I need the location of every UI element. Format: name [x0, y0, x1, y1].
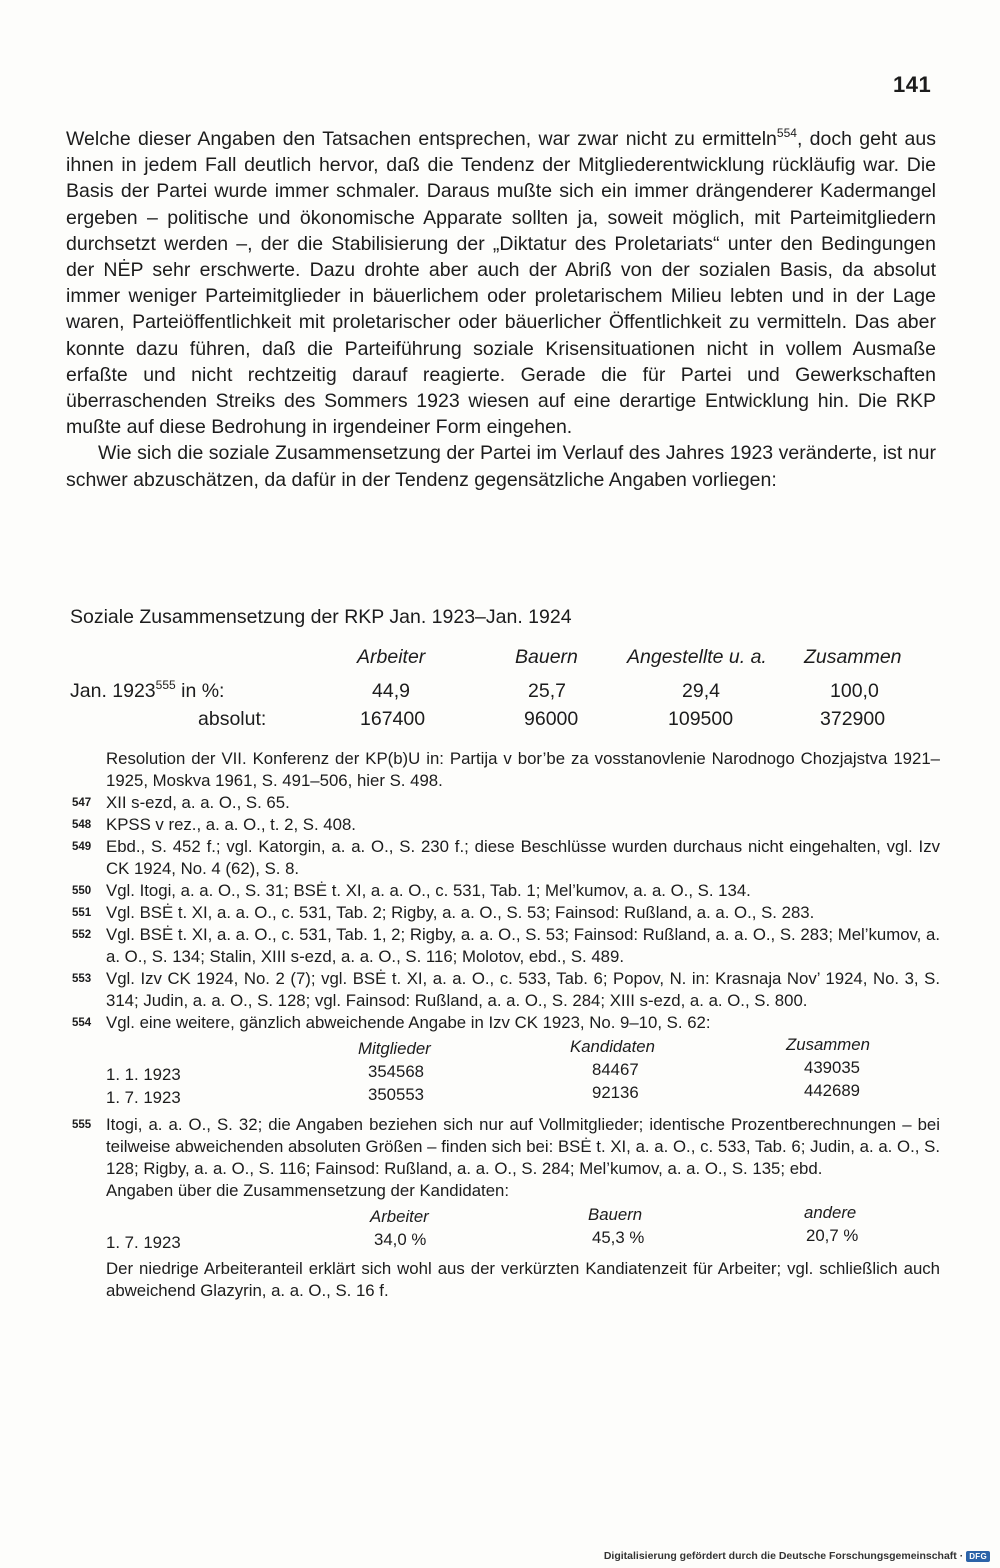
fn555-row-date: 1. 7. 1923: [106, 1233, 181, 1252]
cell-zusammen-absolute: 372900: [820, 708, 886, 730]
fn554-header-zusammen: Zusammen: [786, 1035, 870, 1054]
footnotes: [72, 748, 940, 1302]
fn554-row1-zusammen: 439035: [804, 1058, 860, 1077]
fn555-row-arbeiter: 34,0 %: [374, 1230, 427, 1249]
fn554-row1-kandidaten: 84467: [592, 1060, 639, 1079]
cell-zusammen-percent: 100,0: [830, 680, 879, 702]
column-header-arbeiter: Arbeiter: [357, 646, 426, 668]
footnote-549: 549 Ebd., S. 452 f.; vgl. Katorgin, a. a. O., S. 230 f.; diese Beschlüsse wurden durchaus nicht eingehalten, vgl. Izv CK 1924, No. 4 (62), S. 8.: [72, 837, 940, 878]
footnote-continuation: Resolution der VII. Konferenz der KP(b)U in: Partija v bor’be za vosstanovlenie Narodnogo Chozjajstva 1921–1925, Moskva 1961, S. 491–506, hier S. 498.: [106, 749, 940, 790]
fn554-row1-date: 1. 1. 1923: [106, 1065, 181, 1084]
footnote-550: 550 Vgl. Itogi, a. a. O., S. 31; BSĖ t. XI, a. a. O., c. 531, Tab. 1; Mel’kumov, a. a. O., S. 134.: [72, 881, 751, 900]
fn555-header-bauern: Bauern: [588, 1205, 643, 1224]
fn554-row1-mitglieder: 354568: [368, 1062, 424, 1081]
cell-arbeiter-absolute: 167400: [360, 708, 426, 730]
composition-table: [0, 0, 1000, 730]
footnote-553: 553 Vgl. Izv CK 1924, No. 2 (7); vgl. BSĖ t. XI, a. a. O., c. 533, Tab. 6; Popov, N. in: Krasnaja Nov’ 1924, No. 3, S. 314; Judin, a. a. O., S. 128; vgl. Fainsod: Rußland, a. a. O., S. 284; XIII s-ezd, a. a. O., S. 800.: [72, 969, 940, 1010]
footnote-ref-555[interactable]: 555: [155, 678, 176, 692]
footnote-547: 547 XII s-ezd, a. a. O., S. 65.: [72, 793, 290, 812]
fn554-header-mitglieder: Mitglieder: [358, 1039, 431, 1058]
footnote-551: 551 Vgl. BSĖ t. XI, a. a. O., c. 531, Tab. 2; Rigby, a. a. O., S. 53; Fainsod: Rußland, a. a. O., S. 283.: [72, 903, 815, 922]
dfg-logo[interactable]: DFG: [966, 1551, 990, 1562]
paragraph-1: Welche dieser Angaben den Tatsachen entsprechen, war zwar nicht zu ermitteln$^{554}$, doch geht aus ihnen in jedem Fall deutlich hervor, daß die Tendenz der Mitgliederentwicklung rückläufig war. Die Basis der Partei wurde immer schmaler. Daraus mußte sich ein immer drängenderer Kadermangel ergeben – politische und ökonomische Apparate sollten ja, soweit möglich, mit Parteimitgliedern durchsetzt werden –, der die Stabilisierung der „Diktatur des Proletariats“ unter den Bedingungen der NĖP sehr erschwerte. Dazu drohte aber auch der Abriß von der sozialen Basis, da absolut immer weniger Parteimitglieder in bäuerlichem oder proletarischem Milieu lebten und in der Lage waren, Parteiöffentlichkeit mit proletarischer oder bäuerlicher Öffentlichkeit zu vermitteln. Das aber konnte dazu führen, daß die Parteiführung soziale Krisensituationen nicht in vollem Ausmaße erfaßte und nicht rechtzeitig darauf reagierte. Gerade die für Partei und Gewerkschaften überraschenden Streiks des Sommers 1923 wiesen auf eine derartige Entwicklung hin. Die RKP mußte auf diese Bedrohung in irgendeiner Form eingehen.: [66, 126, 936, 439]
footnote-555: 555 Itogi, a. a. O., S. 32; die Angaben beziehen sich nur auf Vollmitglieder; identische Prozentberechnungen – bei teilweise abweichenden absoluten Größen – finden sich bei: BSĖ t. XI, a. a. O., c. 533, Tab. 6; Judin, a. a. O., S. 128; Rigby, a. a. O., S. 116; Fainsod: Rußland, a. a. O., S. 284; Mel’kumov, a. a. O., S. 135; ebd.: [72, 1115, 940, 1178]
cell-angestellte-percent: 29,4: [682, 680, 720, 702]
cell-angestellte-absolute: 109500: [668, 708, 734, 730]
table-title: Soziale Zusammensetzung der RKP Jan. 1923–Jan. 1924: [70, 606, 572, 628]
footnote-555-table: [72, 1204, 940, 1256]
column-header-angestellte: Angestellte u. a.: [627, 646, 767, 668]
column-header-bauern: Bauern: [515, 646, 578, 668]
footnote-554: 554 Vgl. eine weitere, gänzlich abweichende Angabe in Izv CK 1923, No. 9–10, S. 62:: [72, 1013, 711, 1032]
fn554-row2-zusammen: 442689: [804, 1081, 860, 1100]
footnote-555-subtitle: Angaben über die Zusammensetzung der Kandidaten:: [106, 1181, 510, 1200]
fn554-row2-mitglieder: 350553: [368, 1085, 424, 1104]
fn555-header-arbeiter: Arbeiter: [370, 1207, 429, 1226]
footnote-ref-554[interactable]: 554: [776, 126, 797, 140]
row-label-absolute: absolut:: [198, 708, 267, 730]
footnote-554-table: [72, 1036, 940, 1110]
footer-text: Digitalisierung gefördert durch die Deutsche Forschungsgemeinschaft ·: [603, 1550, 964, 1562]
fn554-header-kandidaten: Kandidaten: [570, 1037, 655, 1056]
fn555-header-andere: andere: [804, 1203, 857, 1222]
cell-bauern-absolute: 96000: [524, 708, 579, 730]
column-header-zusammen: Zusammen: [804, 646, 902, 668]
footnote-548: 548 KPSS v rez., a. a. O., t. 2, S. 408.: [72, 815, 356, 834]
fn555-row-bauern: 45,3 %: [592, 1228, 645, 1247]
fn554-row2-kandidaten: 92136: [592, 1083, 639, 1102]
cell-bauern-percent: 25,7: [528, 680, 566, 702]
digitization-footer: [604, 1550, 990, 1562]
cell-arbeiter-percent: 44,9: [372, 680, 410, 702]
row-label-percent: Jan. 1923$^{555}$ in %:: [70, 678, 225, 702]
footnote-555-closing: Der niedrige Arbeiteranteil erklärt sich wohl aus der verkürzten Kandiatenzeit für Arbeiter; vgl. schließlich auch abweichend Glazyrin, a. a. O., S. 16 f.: [106, 1259, 940, 1300]
fn555-row-andere: 20,7 %: [806, 1226, 859, 1245]
paragraph-2: Wie sich die soziale Zusammensetzung der Partei im Verlauf des Jahres 1923 veränderte, ist nur schwer abzuschätzen, da dafür in der Tendenz gegensätzliche Angaben vorliegen:: [66, 442, 936, 491]
page-number: 141: [893, 72, 932, 97]
footnote-552: 552 Vgl. BSĖ t. XI, a. a. O., c. 531, Tab. 1, 2; Rigby, a. a. O., S. 53; Fainsod: Rußland, a. a. O., S. 283; Mel’kumov, a. a. O., S. 134; Stalin, XIII s-ezd, a. a. O., S. 116; Molotov, ebd., S. 489.: [72, 925, 940, 966]
fn554-row2-date: 1. 7. 1923: [106, 1088, 181, 1107]
